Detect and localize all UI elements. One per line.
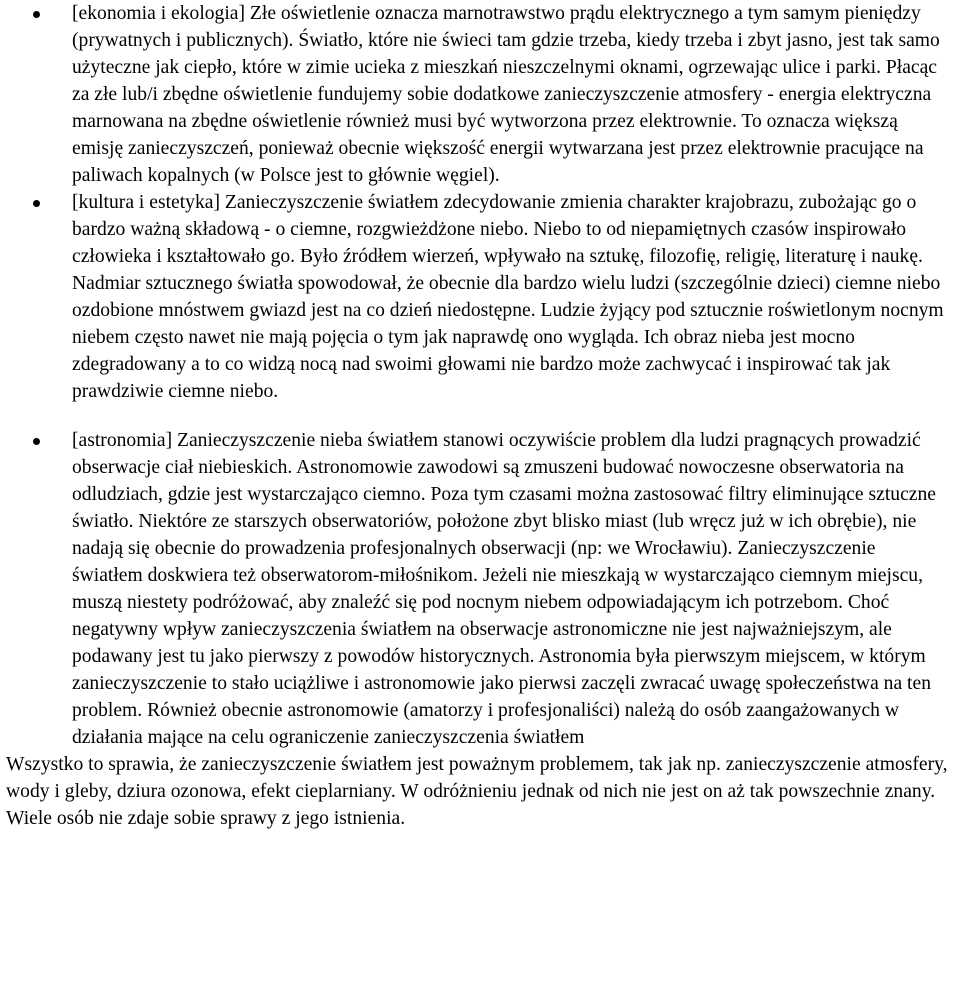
closing-paragraph: Wszystko to sprawia, że zanieczyszczenie światłem jest poważnym problemem, tak jak np. zanieczyszczenie atmosfery, wody i gleby, dziura ozonowa, efekt cieplarniany. W odróżnieniu jednak od nich nie jest on aż tak powszechnie znany. Wiele osób nie zdaje sobie sprawy z jego istnienia. bbox=[6, 754, 948, 829]
list-item-economy-ecology bbox=[0, 0, 960, 189]
list-item-text: [astronomia] Zanieczyszczenie nieba światłem stanowi oczywiście problem dla ludzi pragnących prowadzić obserwacje ciał niebieskich. Astronomowie zawodowi są zmuszeni budować nowoczesne obserwatoria na odludziach, gdzie jest wystarczająco ciemno. Poza tym czasami można zastosować filtry eliminujące sztuczne światło. Niektóre ze starszych obserwatoriów, położone zbyt blisko miast (lub wręcz już w ich obrębie), nie nadają się obecnie do prowadzenia profesjonalnych obserwacji (np: we Wrocławiu). Zanieczyszczenie światłem doskwiera też obserwatorom-miłośnikom. Jeżeli nie mieszkają w wystarczająco ciemnym miejscu, muszą niestety podróżować, aby znaleźć się pod nocnym niebem odpowiadającym ich potrzebom. Choć negatywny wpływ zanieczyszczenia światłem na obserwacje astronomiczne nie jest najważniejszym, ale podawany jest tu jako pierwszy z powodów historycznych. Astronomia była pierwszym miejscem, w którym zanieczyszczenie to stało uciążliwe i astronomowie jako pierwsi zaczęli zwracać uwagę społeczeństwa na ten problem. Również obecnie astronomowie (amatorzy i profesjonaliści) należą do osób zaangażowanych w działania mające na celu ograniczenie zanieczyszczenia światłem bbox=[72, 430, 936, 748]
bullet-point-icon bbox=[33, 11, 40, 18]
bullet-point-icon bbox=[33, 200, 40, 207]
list-item-culture-aesthetics bbox=[0, 189, 960, 405]
list-item-astronomy bbox=[0, 427, 960, 751]
list-item-text: [kultura i estetyka] Zanieczyszczenie światłem zdecydowanie zmienia charakter krajobrazu, zubożając go o bardzo ważną składową - o ciemne, rozgwieżdżone niebo. Niebo to od niepamiętnych czasów inspirowało człowieka i kształtowało go. Było źródłem wierzeń, wpływało na sztukę, filozofię, religię, literaturę i naukę. Nadmiar sztucznego światła spowodował, że obecnie dla bardzo wielu ludzi (szczególnie dzieci) ciemne niebo ozdobione mnóstwem gwiazd jest na co dzień niedostępne. Ludzie żyjący pod sztucznie roświetlonym nocnym niebem często nawet nie mają pojęcia o tym jak naprawdę ono wygląda. Ich obraz nieba jest mocno zdegradowany a to co widzą nocą nad swoimi głowami nie bardzo może zachwycać i inspirować tak jak prawdziwie ciemne niebo. bbox=[72, 192, 944, 402]
list-item-text: [ekonomia i ekologia] Złe oświetlenie oznacza marnotrawstwo prądu elektrycznego a tym samym pieniędzy (prywatnych i publicznych). Światło, które nie świeci tam gdzie trzeba, kiedy trzeba i zbyt jasno, jest tak samo użyteczne jak ciepło, które w zimie ucieka z mieszkań nieszczelnymi oknami, ogrzewając ulice i parki. Płacąc za złe lub/i zbędne oświetlenie fundujemy sobie dodatkowe zanieczyszczenie atmosfery - energia elektryczna marnowana na zbędne oświetlenie również musi być wytworzona przez elektrownie. To oznacza większą emisję zanieczyszczeń, ponieważ obecnie większość energii wytwarzana jest przez elektrownie pracujące na paliwach kopalnych (w Polsce jest to głównie węgiel). bbox=[72, 3, 940, 186]
bullet-point-icon bbox=[33, 438, 40, 445]
